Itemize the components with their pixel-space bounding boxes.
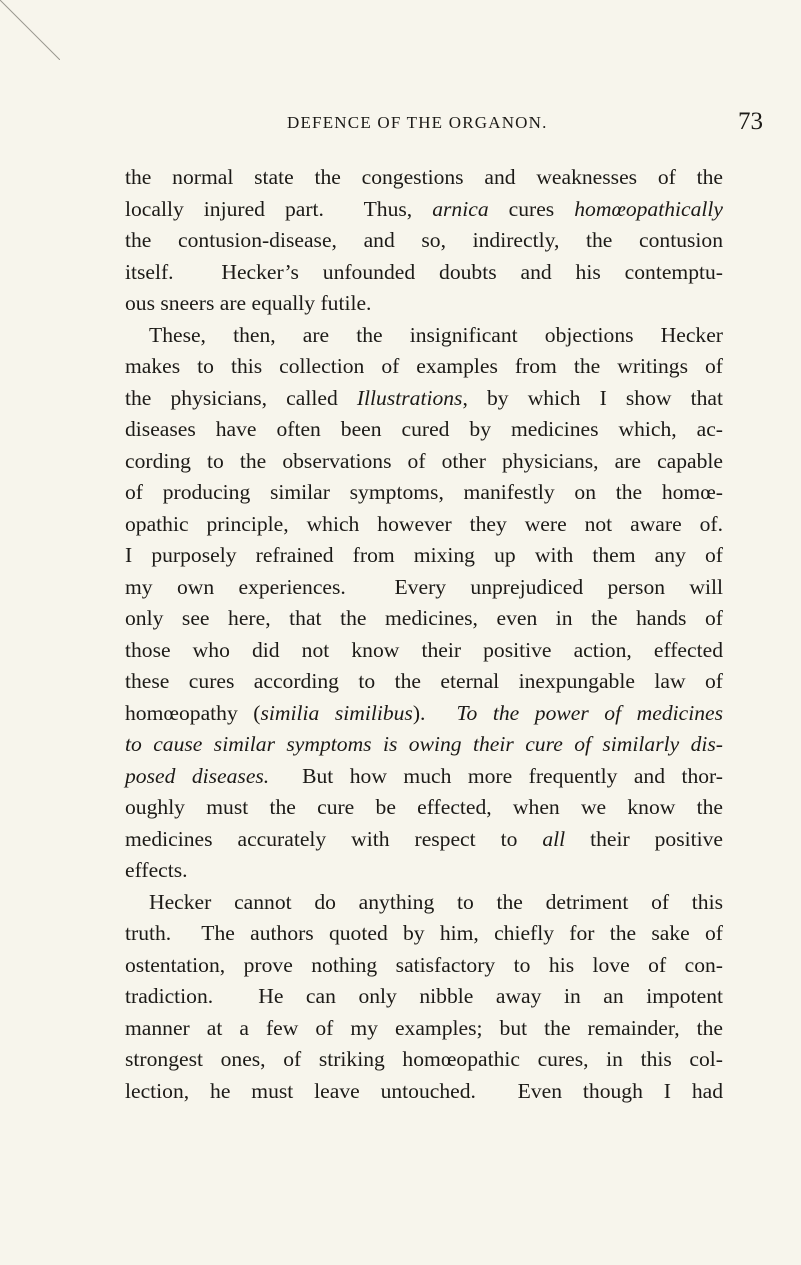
line-text: ostentation, prove nothing satisfactory to his love of con-: [125, 952, 723, 977]
line-text: ous sneers are equally futile.: [125, 291, 372, 315]
body-text: [125, 162, 723, 1107]
text-line: [125, 698, 723, 730]
line-text: my own experiences. Every unprejudiced person will: [125, 574, 723, 599]
italic-text: Illustrations: [356, 385, 463, 410]
text-line: [125, 1013, 723, 1045]
line-text: the physicians, called: [125, 385, 357, 410]
italic-text: to cause similar symptoms is owing their cure of similarly dis-: [125, 732, 723, 756]
text-line: [125, 603, 723, 635]
line-text: makes to this collection of examples from the writings of: [125, 354, 723, 378]
line-text: medicines accurately with respect to: [125, 826, 543, 851]
text-line: [125, 320, 723, 352]
text-line: [125, 351, 723, 383]
text-line: [125, 383, 723, 415]
line-text: those who did not know their positive action, effected: [125, 637, 723, 662]
line-text: oughly must the cure be effected, when we know the: [125, 795, 723, 819]
line-text: I purposely refrained from mixing up with them any of: [125, 543, 723, 567]
line-text: these cures according to the eternal inexpungable law of: [125, 669, 723, 693]
line-text: diseases have often been cured by medicines which, ac-: [125, 417, 723, 441]
line-text: , by which I show that: [462, 385, 723, 410]
line-text: tradiction. He can only nibble away in an impotent: [125, 984, 723, 1008]
text-line: [125, 792, 723, 824]
italic-text: arnica: [432, 196, 489, 221]
text-line: [125, 824, 723, 856]
line-text: locally injured part. Thus,: [125, 196, 433, 221]
text-line: [125, 918, 723, 950]
line-text: only see here, that the medicines, even in the hands of: [125, 606, 723, 630]
line-text: the contusion-disease, and so, indirectly, the contusion: [125, 228, 723, 252]
line-text: homœopathy (: [125, 700, 261, 725]
text-line: [125, 477, 723, 509]
italic-text: homœopathically: [574, 196, 723, 221]
text-line: [125, 981, 723, 1013]
line-text: But how much more frequently and thor-: [269, 763, 723, 788]
line-text: of producing similar symptoms, manifestly on the homœ-: [125, 480, 723, 504]
page-number: 73: [738, 108, 763, 135]
line-text: their positive: [565, 826, 723, 851]
italic-text: To the power of medicines: [456, 700, 723, 725]
text-line: [125, 635, 723, 667]
scan-corner-mark: [0, 0, 60, 60]
line-text: lection, he must leave untouched. Even though I had: [125, 1078, 723, 1103]
text-line: [125, 446, 723, 478]
line-text: effects.: [125, 858, 188, 882]
text-line: [125, 887, 723, 919]
text-line: [125, 414, 723, 446]
text-line: [125, 1076, 723, 1108]
line-text: Hecker cannot do anything to the detriment of this: [149, 889, 723, 914]
line-text: ).: [412, 700, 457, 725]
line-text: truth. The authors quoted by him, chiefly for the sake of: [125, 921, 723, 945]
text-line: [125, 509, 723, 541]
line-text: cording to the observations of other physicians, are capable: [125, 448, 723, 473]
text-line: [125, 288, 723, 320]
text-line: [125, 729, 723, 761]
line-text: itself. Hecker’s unfounded doubts and his contemptu-: [125, 259, 723, 284]
text-line: [125, 572, 723, 604]
italic-text: all: [542, 826, 566, 851]
italic-text: similia similibus: [260, 700, 413, 725]
text-line: [125, 761, 723, 793]
text-line: [125, 225, 723, 257]
line-text: These, then, are the insignificant objections Hecker: [149, 322, 723, 347]
text-line: [125, 194, 723, 226]
text-line: [125, 666, 723, 698]
text-line: [125, 950, 723, 982]
text-line: [125, 540, 723, 572]
line-text: the normal state the congestions and weaknesses of the: [125, 165, 723, 189]
line-text: strongest ones, of striking homœopathic cures, in this col-: [125, 1047, 723, 1071]
text-line: [125, 162, 723, 194]
running-head: [0, 108, 801, 142]
text-line: [125, 257, 723, 289]
running-title: DEFENCE OF THE ORGANON.: [287, 113, 548, 132]
line-text: manner at a few of my examples; but the remainder, the: [125, 1015, 723, 1040]
italic-text: posed diseases.: [125, 763, 270, 788]
line-text: opathic principle, which however they were not aware of.: [125, 511, 723, 536]
text-line: [125, 1044, 723, 1076]
text-line: [125, 855, 723, 887]
line-text: cures: [488, 196, 575, 221]
